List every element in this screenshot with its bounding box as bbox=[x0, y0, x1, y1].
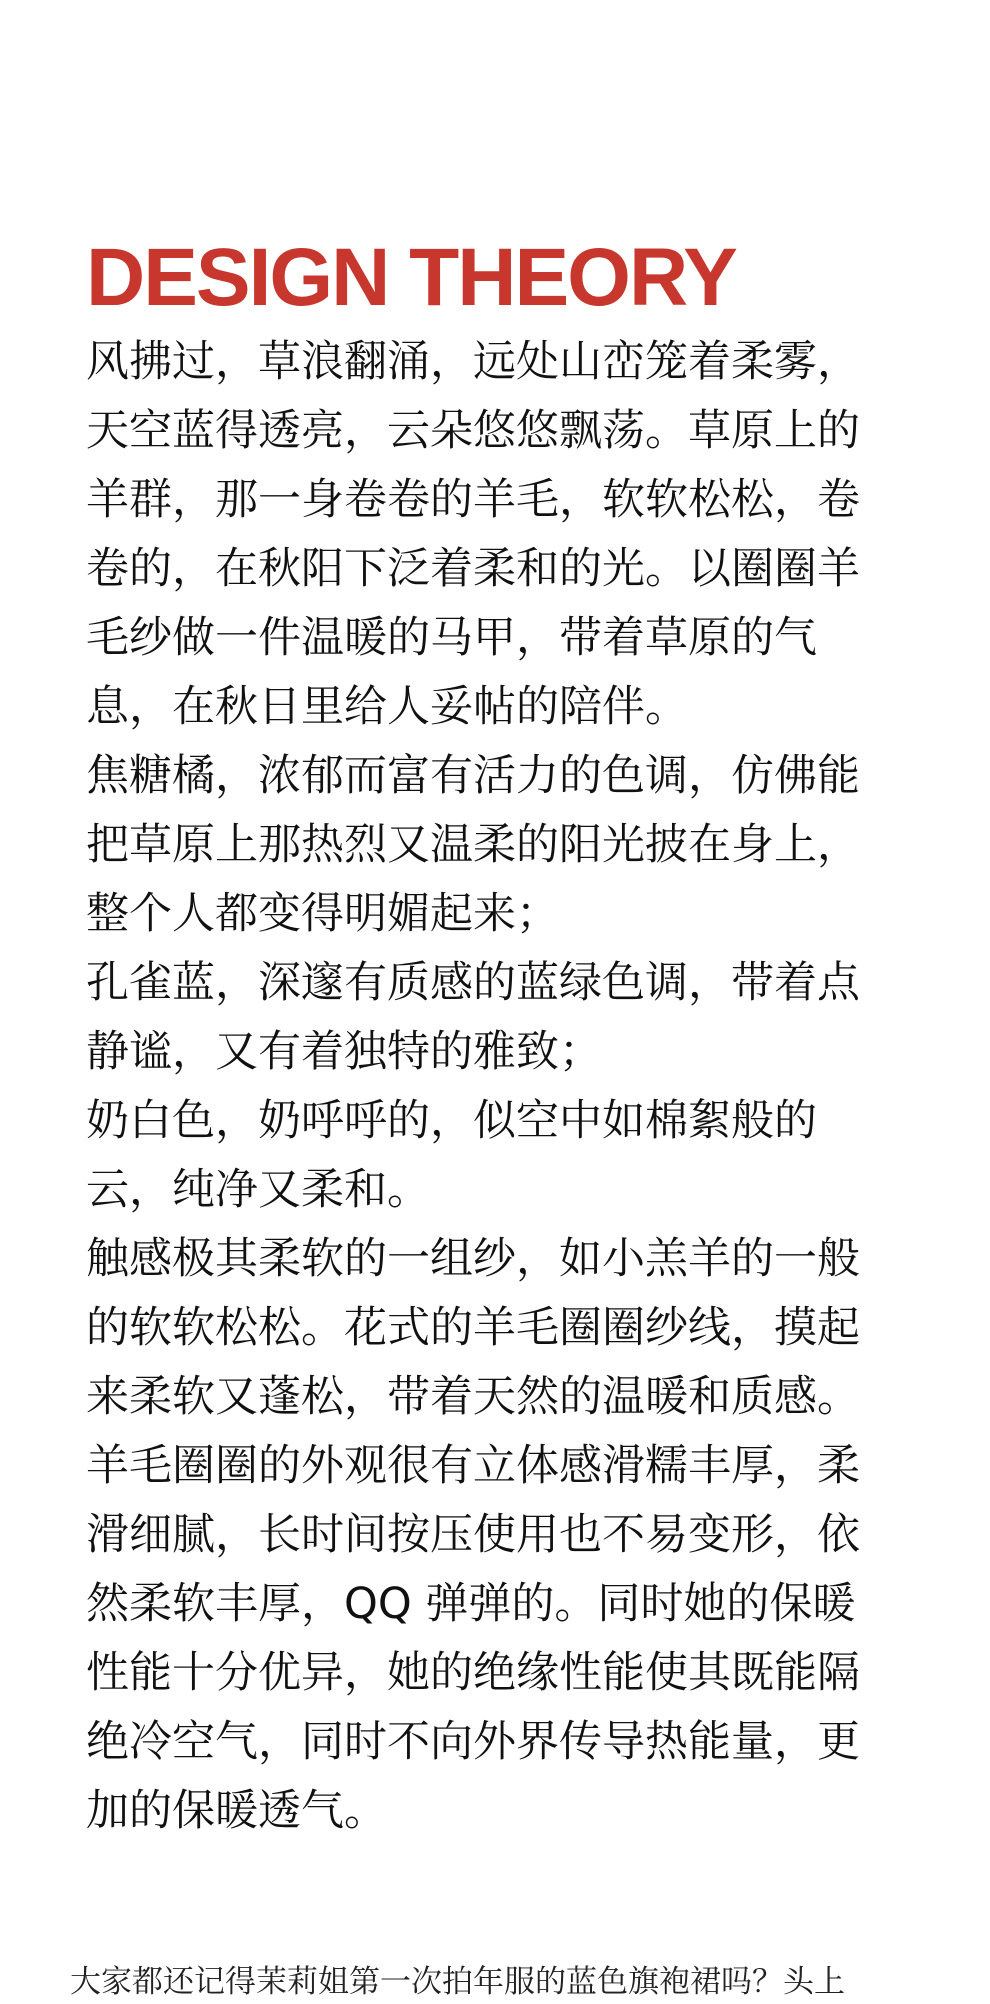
paragraph-line: 触感极其柔软的一组纱，如小羔羊的一般 bbox=[86, 1234, 860, 1284]
description-paragraph bbox=[86, 1432, 926, 1846]
description-paragraph bbox=[86, 328, 926, 742]
paragraph-line: 滑细腻，长时间按压使用也不易变形，依 bbox=[86, 1510, 860, 1560]
description-paragraph bbox=[86, 742, 926, 949]
paragraph-line: 然柔软丰厚，QQ 弹弹的。同时她的保暖 bbox=[86, 1579, 856, 1629]
paragraph-line: 奶白色，奶呼呼的，似空中如棉絮般的 bbox=[86, 1096, 817, 1146]
paragraph-line: 性能十分优异，她的绝缘性能使其既能隔 bbox=[86, 1648, 860, 1698]
paragraph-line: 卷的，在秋阳下泛着柔和的光。以圈圈羊 bbox=[86, 544, 860, 594]
paragraph-line: 风拂过，草浪翻涌，远处山峦笼着柔雾， bbox=[86, 337, 860, 387]
description-body bbox=[86, 328, 926, 1846]
paragraph-line: 把草原上那热烈又温柔的阳光披在身上， bbox=[86, 820, 860, 870]
paragraph-line: 来柔软又蓬松，带着天然的温暖和质感。 bbox=[86, 1372, 860, 1422]
paragraph-line: 息，在秋日里给人妥帖的陪伴。 bbox=[86, 682, 688, 732]
paragraph-line: 毛纱做一件温暖的马甲，带着草原的气 bbox=[86, 613, 817, 663]
section-heading: DESIGN THEORY bbox=[86, 232, 736, 323]
next-section-text: 大家都还记得茉莉姐第一次拍年服的蓝色旗袍裙吗？头上 bbox=[70, 1964, 845, 2000]
paragraph-line: 天空蓝得透亮，云朵悠悠飘荡。草原上的 bbox=[86, 406, 860, 456]
paragraph-line: 羊群，那一身卷卷的羊毛，软软松松，卷 bbox=[86, 475, 860, 525]
paragraph-line: 整个人都变得明媚起来； bbox=[86, 889, 559, 939]
paragraph-line: 焦糖橘，浓郁而富有活力的色调，仿佛能 bbox=[86, 751, 860, 801]
paragraph-line: 的软软松松。花式的羊毛圈圈纱线，摸起 bbox=[86, 1303, 860, 1353]
paragraph-line: 羊毛圈圈的外观很有立体感滑糯丰厚，柔 bbox=[86, 1441, 860, 1491]
description-paragraph bbox=[86, 1225, 926, 1432]
paragraph-line: 孔雀蓝，深邃有质感的蓝绿色调，带着点 bbox=[86, 958, 860, 1008]
paragraph-line: 静谧，又有着独特的雅致； bbox=[86, 1027, 602, 1077]
description-paragraph bbox=[86, 1087, 926, 1225]
paragraph-line: 绝冷空气，同时不向外界传导热能量，更 bbox=[86, 1717, 860, 1767]
paragraph-line: 加的保暖透气。 bbox=[86, 1786, 387, 1836]
description-paragraph bbox=[86, 949, 926, 1087]
paragraph-line: 云，纯净又柔和。 bbox=[86, 1165, 430, 1215]
